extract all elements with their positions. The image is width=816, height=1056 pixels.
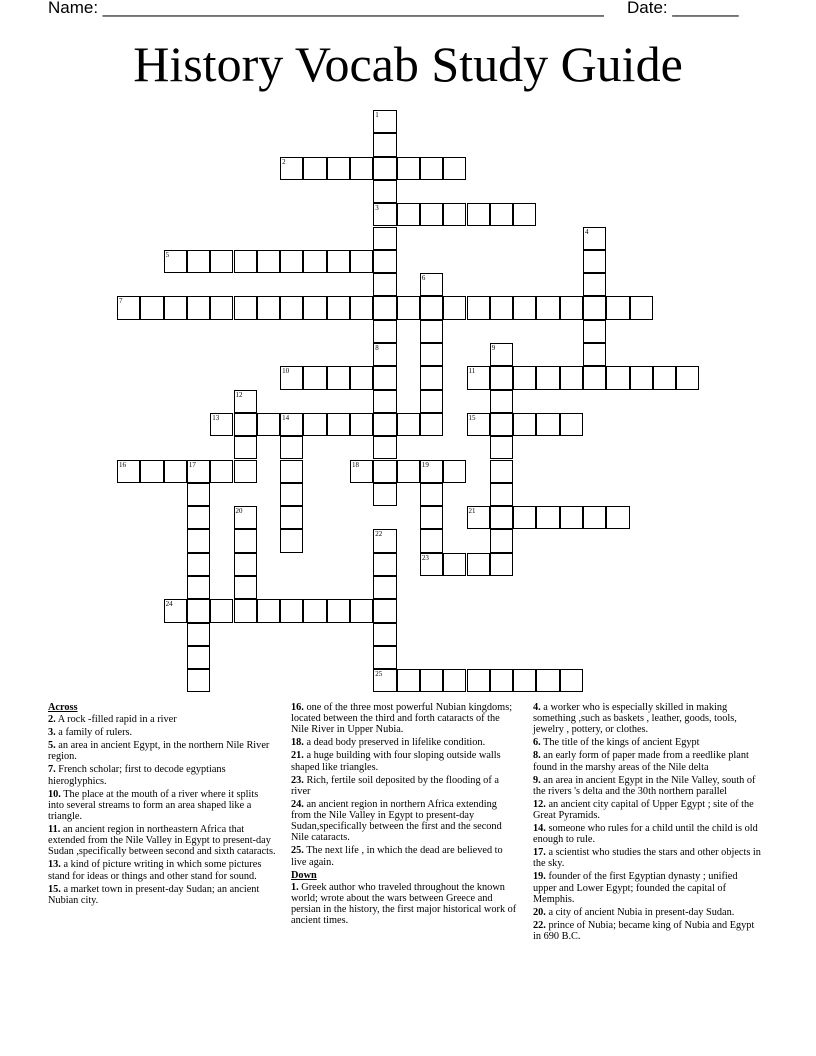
crossword-cell[interactable] bbox=[606, 506, 629, 529]
crossword-cell[interactable] bbox=[490, 506, 513, 529]
down-clue-list-continued bbox=[533, 702, 761, 942]
clue-number-label: 20. bbox=[533, 906, 546, 918]
clue-text: a city of ancient Nubia in present-day Sudan. bbox=[545, 906, 735, 918]
clue-number: 4 bbox=[585, 227, 589, 236]
crossword-cell[interactable] bbox=[350, 296, 373, 319]
crossword-cell[interactable] bbox=[536, 366, 559, 389]
crossword-cell[interactable] bbox=[560, 296, 583, 319]
crossword-cell[interactable] bbox=[606, 366, 629, 389]
clue-item bbox=[48, 824, 276, 858]
crossword-cell[interactable] bbox=[490, 390, 513, 413]
crossword-cell[interactable] bbox=[490, 529, 513, 552]
crossword-cell[interactable] bbox=[187, 669, 210, 692]
crossword-cell[interactable] bbox=[234, 576, 257, 599]
crossword-cell[interactable] bbox=[513, 296, 536, 319]
clue-text: a market town in present-day Sudan; an ancient Nubian city. bbox=[48, 883, 260, 906]
crossword-cell[interactable] bbox=[234, 460, 257, 483]
crossword-cell[interactable] bbox=[560, 669, 583, 692]
clue-item bbox=[48, 740, 276, 762]
crossword-cell[interactable] bbox=[327, 599, 350, 622]
clue-text: Rich, fertile soil deposited by the flooding of a river bbox=[291, 774, 499, 797]
crossword-cell[interactable] bbox=[373, 110, 396, 133]
crossword-cell[interactable] bbox=[373, 553, 396, 576]
crossword-cell[interactable] bbox=[140, 460, 163, 483]
crossword-cell[interactable] bbox=[303, 413, 326, 436]
crossword-cell[interactable] bbox=[467, 669, 490, 692]
crossword-cell[interactable] bbox=[443, 203, 466, 226]
clue-number-label: 17. bbox=[533, 847, 546, 859]
crossword-cell[interactable] bbox=[490, 413, 513, 436]
crossword-cell[interactable] bbox=[420, 273, 443, 296]
clue-text: French scholar; first to decode egyptians hieroglyphics. bbox=[48, 764, 226, 787]
crossword-cell[interactable] bbox=[350, 366, 373, 389]
crossword-cell[interactable] bbox=[117, 460, 140, 483]
down-heading: Down bbox=[291, 869, 317, 881]
crossword-cell[interactable] bbox=[350, 599, 373, 622]
crossword-cell[interactable] bbox=[397, 460, 420, 483]
crossword-cell[interactable] bbox=[164, 460, 187, 483]
crossword-cell[interactable] bbox=[560, 506, 583, 529]
crossword-cell[interactable] bbox=[373, 646, 396, 669]
crossword-cell[interactable] bbox=[513, 203, 536, 226]
crossword-cell[interactable] bbox=[397, 157, 420, 180]
clue-number: 9 bbox=[491, 344, 496, 352]
clue-item bbox=[291, 702, 519, 736]
crossword-cell[interactable] bbox=[257, 599, 280, 622]
crossword-cell[interactable] bbox=[373, 343, 396, 366]
clue-item bbox=[533, 775, 761, 797]
crossword-cell[interactable] bbox=[187, 576, 210, 599]
crossword-cell[interactable] bbox=[373, 180, 396, 203]
clue-number: 24 bbox=[165, 600, 173, 609]
crossword-cell[interactable] bbox=[187, 460, 210, 483]
crossword-cell[interactable] bbox=[187, 296, 210, 319]
clue-item bbox=[291, 845, 519, 867]
crossword-cell[interactable] bbox=[303, 157, 326, 180]
crossword-cell[interactable] bbox=[397, 413, 420, 436]
crossword-cell[interactable] bbox=[280, 529, 303, 552]
clue-number-label: 19. bbox=[533, 871, 546, 883]
clue-text: an ancient region in northern Africa extending from the Nile Valley in Egypt to present-day Sudan,specifically between the first and the second Nile cataracts. bbox=[291, 798, 502, 844]
clue-text: a worker who is especially skilled in making something ,such as baskets , leather, goods, tools, jewelry , pottery, or clothes. bbox=[533, 702, 737, 736]
clue-number-label: 16. bbox=[291, 702, 304, 713]
crossword-cell[interactable] bbox=[420, 296, 443, 319]
crossword-cell[interactable] bbox=[653, 366, 676, 389]
clue-item bbox=[533, 737, 761, 748]
crossword-cell[interactable] bbox=[583, 366, 606, 389]
clue-number: 13 bbox=[212, 413, 220, 422]
clue-number: 20 bbox=[235, 507, 243, 516]
crossword-cell[interactable] bbox=[420, 390, 443, 413]
crossword-cell[interactable] bbox=[280, 157, 303, 180]
crossword-cell[interactable] bbox=[397, 296, 420, 319]
clue-item bbox=[533, 907, 761, 918]
crossword-cell[interactable] bbox=[140, 296, 163, 319]
across-heading: Across bbox=[48, 702, 78, 713]
crossword-cell[interactable] bbox=[467, 296, 490, 319]
clue-column-3 bbox=[533, 702, 761, 944]
clue-number: 17 bbox=[188, 460, 196, 469]
crossword-cell[interactable] bbox=[164, 296, 187, 319]
clue-item bbox=[291, 737, 519, 748]
crossword-cell[interactable] bbox=[327, 366, 350, 389]
crossword-cell[interactable] bbox=[164, 250, 187, 273]
clue-number-label: 22. bbox=[533, 919, 546, 931]
crossword-cell[interactable] bbox=[187, 506, 210, 529]
crossword-cell[interactable] bbox=[350, 460, 373, 483]
crossword-cell[interactable] bbox=[490, 366, 513, 389]
crossword-cell[interactable] bbox=[303, 296, 326, 319]
clue-number: 3 bbox=[375, 204, 379, 213]
clue-number: 14 bbox=[282, 413, 290, 422]
clue-number-label: 4. bbox=[533, 702, 541, 713]
crossword-cell[interactable] bbox=[397, 669, 420, 692]
crossword-cell[interactable] bbox=[234, 296, 257, 319]
crossword-cell[interactable] bbox=[187, 599, 210, 622]
crossword-cell[interactable] bbox=[490, 553, 513, 576]
crossword-cell[interactable] bbox=[536, 506, 559, 529]
crossword-cell[interactable] bbox=[373, 669, 396, 692]
crossword-cell[interactable] bbox=[583, 343, 606, 366]
clue-number-label: 2. bbox=[48, 714, 56, 726]
clue-number: 15 bbox=[468, 413, 476, 422]
crossword-cell[interactable] bbox=[373, 320, 396, 343]
clue-text: an area in ancient Egypt in the Nile Valley, south of the rivers 's delta and the 30th northern parallel bbox=[533, 774, 756, 797]
clue-item bbox=[291, 799, 519, 844]
crossword-cell[interactable] bbox=[467, 553, 490, 576]
crossword-cell[interactable] bbox=[467, 506, 490, 529]
clue-number: 16 bbox=[119, 460, 126, 469]
crossword-cell[interactable] bbox=[490, 203, 513, 226]
crossword-cell[interactable] bbox=[210, 296, 233, 319]
clue-item bbox=[48, 884, 276, 906]
crossword-cell[interactable] bbox=[257, 296, 280, 319]
crossword-cell[interactable] bbox=[210, 460, 233, 483]
crossword-cell[interactable] bbox=[443, 669, 466, 692]
clue-number-label: 6. bbox=[533, 737, 541, 749]
clue-item bbox=[533, 799, 761, 821]
crossword-cell[interactable] bbox=[490, 669, 513, 692]
crossword-cell[interactable] bbox=[210, 250, 233, 273]
clue-column-1 bbox=[48, 702, 276, 908]
crossword-cell[interactable] bbox=[583, 320, 606, 343]
clue-number-label: 3. bbox=[48, 727, 56, 739]
crossword-cell[interactable] bbox=[373, 133, 396, 156]
clue-number: 10 bbox=[282, 367, 290, 376]
crossword-cell[interactable] bbox=[234, 599, 257, 622]
clue-number: 25 bbox=[375, 670, 383, 679]
clue-number: 5 bbox=[165, 250, 170, 259]
crossword-cell[interactable] bbox=[513, 366, 536, 389]
crossword-cell[interactable] bbox=[350, 413, 373, 436]
crossword-cell[interactable] bbox=[420, 203, 443, 226]
crossword-cell[interactable] bbox=[187, 250, 210, 273]
clue-number: 21 bbox=[468, 507, 476, 516]
crossword-cell[interactable] bbox=[234, 390, 257, 413]
crossword-cell[interactable] bbox=[234, 529, 257, 552]
clue-text: an area in ancient Egypt, in the northern Nile River region. bbox=[48, 740, 270, 763]
crossword-cell[interactable] bbox=[490, 483, 513, 506]
crossword-cell[interactable] bbox=[187, 529, 210, 552]
crossword-cell[interactable] bbox=[280, 506, 303, 529]
clue-text: The title of the kings of ancient Egypt bbox=[540, 737, 700, 749]
clue-number: 22 bbox=[375, 530, 383, 539]
crossword-cell[interactable] bbox=[513, 669, 536, 692]
clue-item bbox=[48, 727, 276, 738]
crossword-cell[interactable] bbox=[443, 553, 466, 576]
crossword-cell[interactable] bbox=[373, 576, 396, 599]
crossword-cell[interactable] bbox=[560, 366, 583, 389]
clue-number: 11 bbox=[468, 367, 476, 376]
crossword-cell[interactable] bbox=[187, 646, 210, 669]
crossword-cell[interactable] bbox=[583, 250, 606, 273]
crossword-cell[interactable] bbox=[583, 273, 606, 296]
crossword-cell[interactable] bbox=[373, 390, 396, 413]
clue-item bbox=[48, 859, 276, 881]
clue-number: 8 bbox=[375, 344, 379, 352]
crossword-cell[interactable] bbox=[420, 529, 443, 552]
crossword-cell[interactable] bbox=[303, 599, 326, 622]
clue-number-label: 24. bbox=[291, 798, 304, 810]
clue-text: an ancient city capital of Upper Egypt ; site of the Great Pyramids. bbox=[533, 798, 754, 822]
crossword-cell[interactable] bbox=[467, 203, 490, 226]
clue-item bbox=[533, 823, 761, 845]
crossword-cell[interactable] bbox=[373, 623, 396, 646]
crossword-cell[interactable] bbox=[467, 413, 490, 436]
crossword-cell[interactable] bbox=[303, 250, 326, 273]
crossword-cell[interactable] bbox=[373, 273, 396, 296]
crossword-cell[interactable] bbox=[210, 413, 233, 436]
crossword-cell[interactable] bbox=[536, 413, 559, 436]
crossword-cell[interactable] bbox=[490, 343, 513, 366]
clue-item bbox=[48, 764, 276, 786]
crossword-cell[interactable] bbox=[513, 506, 536, 529]
clue-item bbox=[533, 920, 761, 942]
crossword-cell[interactable] bbox=[420, 413, 443, 436]
clue-number: 19 bbox=[421, 460, 429, 469]
crossword-cell[interactable] bbox=[443, 157, 466, 180]
clue-text: A rock -filled rapid in a river bbox=[55, 714, 177, 726]
crossword-cell[interactable] bbox=[327, 296, 350, 319]
crossword-cell[interactable] bbox=[420, 553, 443, 576]
crossword-cell[interactable] bbox=[187, 623, 210, 646]
clue-item bbox=[291, 882, 519, 927]
clue-text: a scientist who studies the stars and other objects in the sky. bbox=[533, 847, 761, 870]
crossword-cell[interactable] bbox=[373, 529, 396, 552]
clue-number-label: 18. bbox=[291, 737, 304, 749]
crossword-cell[interactable] bbox=[373, 203, 396, 226]
crossword-cell[interactable] bbox=[373, 483, 396, 506]
crossword-cell[interactable] bbox=[280, 483, 303, 506]
clue-item bbox=[533, 871, 761, 905]
crossword-cell[interactable] bbox=[420, 460, 443, 483]
crossword-cell[interactable] bbox=[443, 460, 466, 483]
crossword-cell[interactable] bbox=[420, 366, 443, 389]
crossword-cell[interactable] bbox=[420, 483, 443, 506]
crossword-cell[interactable] bbox=[373, 157, 396, 180]
crossword-cell[interactable] bbox=[280, 599, 303, 622]
clue-number-label: 7. bbox=[48, 764, 56, 776]
crossword-cell[interactable] bbox=[420, 320, 443, 343]
clue-text: a dead body preserved in lifelike condition. bbox=[303, 737, 486, 749]
crossword-cell[interactable] bbox=[606, 296, 629, 319]
crossword-cell[interactable] bbox=[630, 296, 653, 319]
clue-number: 18 bbox=[352, 460, 359, 469]
crossword-cell[interactable] bbox=[420, 157, 443, 180]
crossword-cell[interactable] bbox=[210, 599, 233, 622]
crossword-cell[interactable] bbox=[583, 296, 606, 319]
crossword-cell[interactable] bbox=[280, 413, 303, 436]
clue-text: a family of rulers. bbox=[55, 727, 133, 739]
crossword-cell[interactable] bbox=[490, 296, 513, 319]
clue-number-label: 14. bbox=[533, 823, 546, 835]
across-clue-list-continued bbox=[291, 702, 519, 868]
clue-text: The place at the mouth of a river where it splits into several streams to form an area shaped like a triangle. bbox=[48, 788, 259, 823]
crossword-cell[interactable] bbox=[583, 227, 606, 250]
clue-text: an early form of paper made from a reedlike plant found in the marshy areas of the Nile delta bbox=[533, 750, 749, 773]
crossword-cell[interactable] bbox=[676, 366, 699, 389]
clue-number: 12 bbox=[235, 390, 243, 399]
crossword-cell[interactable] bbox=[490, 460, 513, 483]
crossword-cell[interactable] bbox=[280, 250, 303, 273]
clue-number-label: 13. bbox=[48, 859, 61, 871]
crossword-cell[interactable] bbox=[234, 553, 257, 576]
crossword-cell[interactable] bbox=[560, 413, 583, 436]
crossword-cell[interactable] bbox=[117, 296, 140, 319]
clue-number-label: 11. bbox=[48, 824, 61, 836]
clue-number-label: 12. bbox=[533, 798, 546, 810]
crossword-cell[interactable] bbox=[303, 366, 326, 389]
clue-text: one of the three most powerful Nubian kingdoms; located between the third and forth cataracts of the Nile River in Upper Nubia. bbox=[291, 702, 513, 736]
crossword-cell[interactable] bbox=[327, 413, 350, 436]
crossword-cell[interactable] bbox=[583, 506, 606, 529]
crossword-cell[interactable] bbox=[234, 436, 257, 459]
crossword-cell[interactable] bbox=[257, 413, 280, 436]
crossword-cell[interactable] bbox=[187, 553, 210, 576]
crossword-cell[interactable] bbox=[280, 436, 303, 459]
crossword-cell[interactable] bbox=[373, 227, 396, 250]
date-field-label: Date: _______ bbox=[627, 0, 739, 17]
crossword-cell[interactable] bbox=[373, 250, 396, 273]
clue-text: a kind of picture writing in which some pictures stand for ideas or things and other stand for sound. bbox=[48, 859, 262, 882]
name-field-label: Name: _____________________________________________________ bbox=[48, 0, 604, 17]
clue-number-label: 5. bbox=[48, 740, 56, 752]
clue-item bbox=[48, 789, 276, 823]
clue-column-2 bbox=[291, 702, 519, 928]
crossword-cell[interactable] bbox=[234, 250, 257, 273]
crossword-cell[interactable] bbox=[327, 157, 350, 180]
clue-number: 7 bbox=[119, 297, 123, 306]
crossword-cell[interactable] bbox=[187, 483, 210, 506]
crossword-cell[interactable] bbox=[280, 366, 303, 389]
crossword-cell[interactable] bbox=[373, 413, 396, 436]
clue-text: The next life , in which the dead are believed to live again. bbox=[291, 845, 503, 868]
clue-text: Greek author who traveled throughout the known world; wrote about the wars between Greece and persian in the history, the first major historical work of ancient times. bbox=[291, 881, 517, 927]
crossword-cell[interactable] bbox=[164, 599, 187, 622]
clue-number-label: 15. bbox=[48, 883, 61, 895]
crossword-cell[interactable] bbox=[234, 506, 257, 529]
page-title: History Vocab Study Guide bbox=[133, 36, 683, 92]
crossword-cell[interactable] bbox=[373, 599, 396, 622]
clue-text: a huge building with four sloping outside walls shaped like triangles. bbox=[291, 750, 501, 773]
clue-number: 2 bbox=[282, 157, 286, 166]
clue-text: someone who rules for a child until the child is old enough to rule. bbox=[533, 823, 758, 846]
crossword-cell[interactable] bbox=[420, 669, 443, 692]
clue-text: founder of the first Egyptian dynasty ; unified upper and Lower Egypt; founded the capital of Memphis. bbox=[533, 871, 738, 905]
crossword-cell[interactable] bbox=[536, 296, 559, 319]
clue-number-label: 8. bbox=[533, 750, 541, 762]
clue-number: 1 bbox=[375, 111, 379, 119]
crossword-cell[interactable] bbox=[373, 366, 396, 389]
crossword-cell[interactable] bbox=[490, 436, 513, 459]
crossword-cell[interactable] bbox=[350, 157, 373, 180]
clue-number: 23 bbox=[421, 553, 429, 562]
clue-number: 6 bbox=[421, 274, 426, 283]
clue-item bbox=[291, 775, 519, 797]
clue-number-label: 9. bbox=[533, 774, 541, 786]
crossword-cell[interactable] bbox=[257, 250, 280, 273]
across-clue-list bbox=[48, 714, 276, 906]
crossword-cell[interactable] bbox=[420, 343, 443, 366]
crossword-cell[interactable] bbox=[373, 436, 396, 459]
clue-item bbox=[291, 750, 519, 772]
crossword-cell[interactable] bbox=[397, 203, 420, 226]
crossword-cell[interactable] bbox=[373, 296, 396, 319]
clue-item bbox=[48, 714, 276, 725]
crossword-cell[interactable] bbox=[420, 506, 443, 529]
clue-item bbox=[533, 750, 761, 772]
clue-number-label: 10. bbox=[48, 788, 61, 800]
down-clue-list bbox=[291, 882, 519, 927]
clue-item bbox=[533, 702, 761, 736]
crossword-cell[interactable] bbox=[373, 460, 396, 483]
crossword-cell[interactable] bbox=[280, 296, 303, 319]
clue-text: prince of Nubia; became king of Nubia and Egypt in 690 B.C. bbox=[533, 919, 755, 943]
clue-number-label: 25. bbox=[291, 845, 304, 857]
crossword-cell[interactable] bbox=[234, 413, 257, 436]
crossword-cell[interactable] bbox=[350, 250, 373, 273]
crossword-cell[interactable] bbox=[630, 366, 653, 389]
clue-number-label: 21. bbox=[291, 750, 304, 762]
crossword-cell[interactable] bbox=[327, 250, 350, 273]
clue-number-label: 1. bbox=[291, 881, 299, 893]
crossword-cell[interactable] bbox=[280, 460, 303, 483]
clue-number-label: 23. bbox=[291, 774, 304, 786]
clue-item bbox=[533, 847, 761, 869]
crossword-cell[interactable] bbox=[536, 669, 559, 692]
crossword-cell[interactable] bbox=[443, 296, 466, 319]
crossword-cell[interactable] bbox=[513, 413, 536, 436]
clue-text: an ancient region in northeastern Africa that extended from the Nile Valley in Egypt to present-day Sudan ,specifically between second and sixth cataracts. bbox=[48, 824, 276, 858]
crossword-cell[interactable] bbox=[467, 366, 490, 389]
